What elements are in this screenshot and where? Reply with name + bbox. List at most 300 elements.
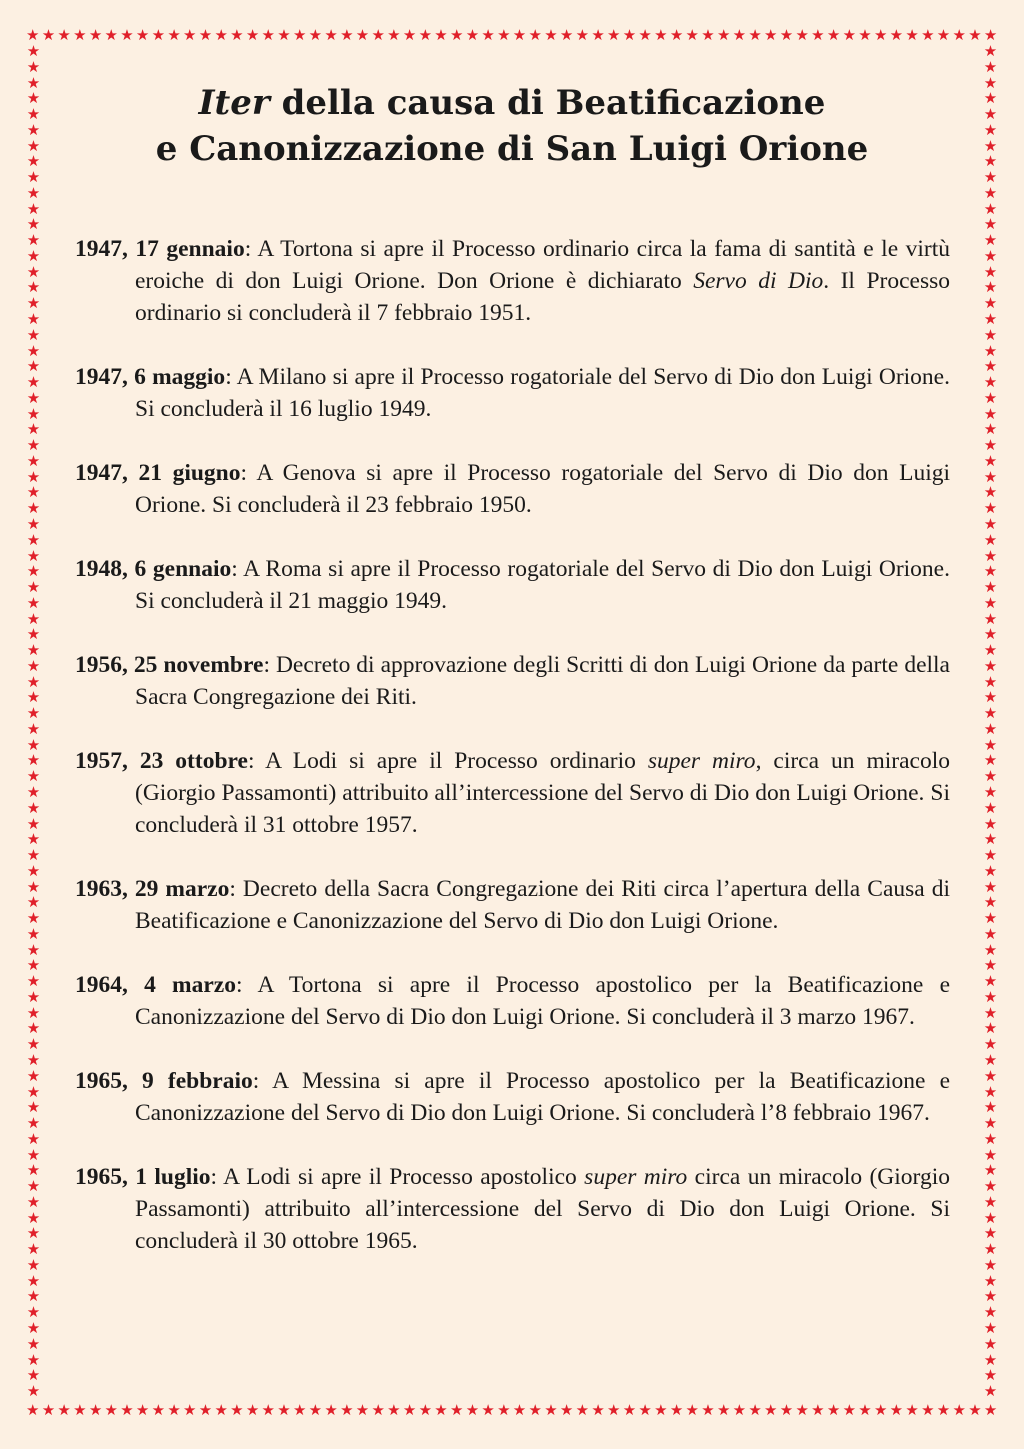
- star-icon: ★: [983, 861, 998, 880]
- star-icon: ★: [983, 546, 998, 565]
- star-icon: ★: [983, 483, 998, 502]
- star-icon: ★: [26, 1129, 41, 1148]
- star-icon: ★: [26, 1098, 41, 1117]
- star-icon: ★: [26, 57, 41, 76]
- star-icon: ★: [983, 120, 998, 139]
- star-icon: ★: [151, 26, 166, 44]
- star-icon: ★: [449, 1401, 464, 1419]
- star-icon: ★: [26, 767, 41, 786]
- star-icon: ★: [983, 420, 998, 439]
- star-icon: ★: [983, 1066, 998, 1085]
- timeline-entry: [75, 649, 950, 713]
- entry-text: : A Lodi si apre il Processo apostolico: [210, 1164, 585, 1190]
- star-icon: ★: [371, 26, 385, 44]
- star-icon: ★: [26, 1366, 41, 1385]
- star-icon: ★: [26, 593, 41, 612]
- star-icon: ★: [324, 26, 338, 44]
- star-icon: ★: [26, 641, 41, 660]
- star-icon: ★: [26, 1224, 41, 1243]
- star-icon: ★: [371, 1401, 385, 1419]
- star-icon: ★: [983, 1145, 998, 1164]
- star-icon: ★: [26, 546, 41, 565]
- star-icon: ★: [983, 530, 998, 549]
- star-icon: ★: [983, 278, 998, 297]
- star-icon: ★: [983, 1114, 998, 1133]
- star-icon: ★: [889, 1401, 904, 1419]
- star-icon: ★: [983, 42, 998, 60]
- star-icon: ★: [387, 26, 401, 44]
- star-icon: ★: [983, 672, 998, 691]
- star-border-top: [26, 28, 998, 43]
- star-icon: ★: [26, 1114, 41, 1133]
- star-icon: ★: [26, 1051, 41, 1069]
- star-icon: ★: [418, 1401, 433, 1419]
- star-icon: ★: [26, 1334, 41, 1353]
- star-icon: ★: [983, 1224, 998, 1243]
- entry-text: : A Roma si apre il Processo rogatoriale del Servo di Dio don Luigi Orione. Si concluderà il 21 maggio 1949.: [135, 556, 950, 614]
- star-icon: ★: [983, 735, 998, 754]
- star-icon: ★: [983, 924, 998, 943]
- star-icon: ★: [638, 1401, 652, 1419]
- star-icon: ★: [983, 451, 998, 470]
- star-icon: ★: [230, 1401, 244, 1419]
- star-icon: ★: [544, 26, 558, 44]
- star-icon: ★: [26, 499, 41, 518]
- timeline-entry: [75, 457, 950, 521]
- star-icon: ★: [418, 26, 433, 44]
- star-icon: ★: [983, 310, 998, 329]
- star-icon: ★: [26, 467, 41, 486]
- star-icon: ★: [449, 26, 464, 44]
- star-icon: ★: [324, 1401, 338, 1419]
- timeline-entry: [75, 1065, 950, 1129]
- star-icon: ★: [26, 1208, 41, 1227]
- title-line1-rest: della causa di Beatificazione: [269, 83, 826, 123]
- star-icon: ★: [26, 404, 41, 423]
- star-icon: ★: [669, 26, 684, 44]
- star-icon: ★: [983, 767, 998, 786]
- star-icon: ★: [26, 924, 41, 943]
- timeline-entry: [75, 233, 950, 329]
- star-icon: ★: [968, 1401, 982, 1419]
- star-icon: ★: [26, 1066, 41, 1085]
- star-icon: ★: [591, 26, 605, 44]
- star-icon: ★: [465, 26, 480, 44]
- star-icon: ★: [983, 719, 998, 738]
- star-icon: ★: [889, 26, 904, 44]
- star-icon: ★: [983, 1319, 998, 1338]
- star-icon: ★: [26, 972, 41, 991]
- star-icon: ★: [26, 625, 41, 644]
- star-icon: ★: [983, 798, 998, 817]
- star-icon: ★: [26, 1082, 41, 1101]
- star-icon: ★: [983, 940, 998, 959]
- star-icon: ★: [983, 656, 998, 675]
- star-icon: ★: [120, 1401, 134, 1419]
- star-icon: ★: [26, 1192, 41, 1211]
- timeline-entry: [75, 361, 950, 425]
- star-icon: ★: [481, 26, 495, 44]
- star-icon: ★: [26, 987, 41, 1006]
- star-icon: ★: [983, 1303, 998, 1322]
- star-icon: ★: [983, 987, 998, 1006]
- entry-italic: super miro: [584, 1164, 688, 1190]
- star-icon: ★: [340, 1401, 354, 1419]
- star-icon: ★: [858, 26, 872, 44]
- star-icon: ★: [983, 388, 998, 407]
- star-icon: ★: [716, 1401, 731, 1419]
- star-icon: ★: [26, 42, 41, 60]
- star-icon: ★: [26, 451, 41, 470]
- star-icon: ★: [983, 562, 998, 581]
- star-icon: ★: [26, 514, 41, 533]
- entry-text: : A Lodi si apre il Processo ordinario: [247, 748, 648, 774]
- star-icon: ★: [26, 183, 41, 202]
- star-icon: ★: [779, 26, 794, 44]
- star-icon: ★: [26, 341, 41, 360]
- star-icon: ★: [983, 57, 998, 76]
- entry-date: 1947, 17 gennaio: [75, 236, 245, 262]
- star-icon: ★: [26, 373, 41, 392]
- star-icon: ★: [544, 1401, 558, 1419]
- star-icon: ★: [308, 26, 323, 44]
- star-icon: ★: [779, 1401, 794, 1419]
- star-icon: ★: [983, 1350, 998, 1369]
- star-icon: ★: [983, 373, 998, 392]
- entry-italic: Servo di Dio: [693, 268, 824, 294]
- star-icon: ★: [26, 278, 41, 297]
- star-icon: ★: [26, 436, 41, 455]
- star-icon: ★: [983, 641, 998, 660]
- star-icon: ★: [355, 1401, 370, 1419]
- star-icon: ★: [402, 26, 417, 44]
- star-icon: ★: [512, 26, 527, 44]
- star-icon: ★: [983, 357, 998, 376]
- title-line2: e Canonizzazione di San Luigi Orione: [155, 129, 869, 169]
- star-icon: ★: [230, 26, 244, 44]
- page-title: [100, 80, 924, 172]
- star-icon: ★: [983, 1334, 998, 1353]
- star-icon: ★: [983, 846, 998, 865]
- star-icon: ★: [732, 1401, 747, 1419]
- star-icon: ★: [983, 1366, 998, 1385]
- star-icon: ★: [261, 26, 275, 44]
- star-icon: ★: [26, 1401, 40, 1419]
- star-icon: ★: [983, 246, 998, 265]
- star-icon: ★: [983, 704, 998, 723]
- star-icon: ★: [826, 1401, 841, 1419]
- star-icon: ★: [983, 1161, 998, 1180]
- entry-date: 1947, 21 giugno: [75, 460, 241, 486]
- star-icon: ★: [88, 1401, 103, 1419]
- star-icon: ★: [26, 672, 41, 691]
- timeline-entry: [75, 873, 950, 937]
- star-icon: ★: [983, 1192, 998, 1211]
- star-icon: ★: [340, 26, 354, 44]
- entry-date: 1957, 23 ottobre: [75, 748, 248, 774]
- star-icon: ★: [983, 593, 998, 612]
- star-icon: ★: [214, 26, 228, 44]
- star-icon: ★: [167, 1401, 181, 1419]
- star-icon: ★: [497, 1401, 511, 1419]
- star-icon: ★: [905, 26, 919, 44]
- star-icon: ★: [26, 310, 41, 329]
- star-icon: ★: [983, 1382, 998, 1401]
- timeline-entry: [75, 1161, 950, 1257]
- star-icon: ★: [764, 26, 778, 44]
- star-icon: ★: [465, 1401, 480, 1419]
- star-border-right: [983, 44, 998, 1400]
- star-icon: ★: [26, 357, 41, 376]
- star-icon: ★: [983, 183, 998, 202]
- star-icon: ★: [591, 1401, 605, 1419]
- star-border-left: [26, 44, 41, 1400]
- star-icon: ★: [795, 1401, 809, 1419]
- star-icon: ★: [607, 26, 621, 44]
- star-icon: ★: [983, 1129, 998, 1148]
- star-icon: ★: [701, 1401, 715, 1419]
- star-icon: ★: [73, 26, 87, 44]
- star-icon: ★: [983, 262, 998, 281]
- star-icon: ★: [183, 26, 197, 44]
- star-icon: ★: [983, 514, 998, 533]
- star-icon: ★: [983, 625, 998, 644]
- star-icon: ★: [167, 26, 181, 44]
- entry-date: 1965, 9 febbraio: [75, 1068, 253, 1094]
- star-icon: ★: [26, 1382, 41, 1401]
- star-icon: ★: [26, 782, 41, 801]
- star-icon: ★: [26, 325, 41, 344]
- entry-text-end: circa un miracolo (Giorgio Passamonti) attribuito all’intercessione del Servo di Dio don Luigi Orione. Si concluderà il 30 ottobre 1965.: [135, 1164, 950, 1254]
- star-icon: ★: [57, 1401, 71, 1419]
- star-icon: ★: [716, 26, 731, 44]
- star-icon: ★: [685, 1401, 699, 1419]
- star-icon: ★: [26, 246, 41, 265]
- star-icon: ★: [983, 877, 998, 896]
- entry-text: : A Tortona si apre il Processo ordinario circa la fama di santità e le virtù eroiche di don Luigi Orione. Don Orione è dichiarato: [135, 236, 950, 294]
- star-icon: ★: [983, 341, 998, 360]
- star-icon: ★: [277, 26, 291, 44]
- star-icon: ★: [748, 1401, 762, 1419]
- star-icon: ★: [26, 120, 41, 139]
- entry-text-end: . Il Processo ordinario si concluderà il 7 febbraio 1951.: [135, 268, 950, 326]
- star-icon: ★: [198, 1401, 213, 1419]
- star-icon: ★: [292, 26, 307, 44]
- entry-date: 1947, 6 maggio: [75, 364, 226, 390]
- star-icon: ★: [26, 1350, 41, 1369]
- star-icon: ★: [57, 26, 71, 44]
- entry-date: 1956, 25 novembre: [75, 652, 264, 678]
- star-icon: ★: [983, 1271, 998, 1290]
- star-icon: ★: [26, 1287, 41, 1306]
- star-icon: ★: [26, 940, 41, 959]
- star-icon: ★: [26, 152, 41, 171]
- star-icon: ★: [983, 751, 998, 770]
- star-icon: ★: [292, 1401, 307, 1419]
- star-icon: ★: [983, 73, 998, 92]
- star-icon: ★: [559, 26, 574, 44]
- timeline-entry: [75, 969, 950, 1033]
- star-icon: ★: [261, 1401, 275, 1419]
- star-icon: ★: [26, 562, 41, 581]
- star-icon: ★: [26, 861, 41, 880]
- star-icon: ★: [512, 1401, 527, 1419]
- star-icon: ★: [983, 105, 998, 124]
- star-icon: ★: [983, 499, 998, 518]
- star-icon: ★: [873, 1401, 888, 1419]
- star-icon: ★: [26, 388, 41, 407]
- star-icon: ★: [120, 26, 134, 44]
- star-icon: ★: [952, 1401, 966, 1419]
- star-icon: ★: [26, 262, 41, 281]
- star-border-bottom: [26, 1403, 998, 1418]
- star-icon: ★: [921, 1401, 935, 1419]
- star-icon: ★: [983, 956, 998, 975]
- star-icon: ★: [983, 467, 998, 486]
- star-icon: ★: [41, 26, 56, 44]
- star-icon: ★: [26, 483, 41, 502]
- star-icon: ★: [842, 26, 857, 44]
- star-icon: ★: [26, 105, 41, 124]
- star-icon: ★: [764, 1401, 778, 1419]
- star-icon: ★: [575, 1401, 590, 1419]
- star-icon: ★: [26, 136, 41, 155]
- star-icon: ★: [811, 1401, 825, 1419]
- star-icon: ★: [654, 1401, 668, 1419]
- star-icon: ★: [528, 1401, 542, 1419]
- star-icon: ★: [873, 26, 888, 44]
- star-icon: ★: [26, 168, 41, 187]
- entry-text: : Decreto di approvazione degli Scritti di don Luigi Orione da parte della Sacra Congregazione dei Riti.: [135, 652, 950, 710]
- star-icon: ★: [983, 199, 998, 218]
- star-icon: ★: [654, 26, 668, 44]
- star-icon: ★: [748, 26, 762, 44]
- entry-italic: super miro: [647, 748, 756, 774]
- star-icon: ★: [983, 782, 998, 801]
- star-icon: ★: [26, 893, 41, 912]
- star-icon: ★: [983, 1255, 998, 1274]
- star-icon: ★: [983, 294, 998, 313]
- star-icon: ★: [638, 26, 652, 44]
- star-icon: ★: [73, 1401, 87, 1419]
- star-icon: ★: [214, 1401, 228, 1419]
- star-icon: ★: [559, 1401, 574, 1419]
- star-icon: ★: [26, 73, 41, 92]
- star-icon: ★: [26, 1035, 41, 1054]
- entry-text: : A Milano si apre il Processo rogatoriale del Servo di Dio don Luigi Orione. Si concluderà il 16 luglio 1949.: [135, 364, 950, 422]
- star-icon: ★: [26, 215, 41, 234]
- star-icon: ★: [983, 1240, 998, 1259]
- star-icon: ★: [88, 26, 103, 44]
- star-icon: ★: [104, 26, 118, 44]
- star-icon: ★: [983, 26, 998, 44]
- entry-date: 1963, 29 marzo: [75, 876, 230, 902]
- star-icon: ★: [936, 26, 951, 44]
- entry-text-end: , circa un miracolo (Giorgio Passamonti) attribuito all’intercessione del Servo di Dio don Luigi Orione. Si concluderà il 31 ottobre 1957.: [135, 748, 951, 838]
- star-icon: ★: [26, 735, 41, 754]
- star-icon: ★: [135, 1401, 150, 1419]
- star-icon: ★: [983, 89, 998, 108]
- star-icon: ★: [26, 814, 41, 833]
- star-icon: ★: [983, 1177, 998, 1196]
- star-icon: ★: [983, 1082, 998, 1101]
- entry-text: : A Messina si apre il Processo apostolico per la Beatificazione e Canonizzazione del Servo di Dio don Luigi Orione. Si concluderà l’8 febbraio 1967.: [135, 1068, 951, 1126]
- entry-date: 1964, 4 marzo: [75, 972, 236, 998]
- star-icon: ★: [308, 1401, 323, 1419]
- star-icon: ★: [732, 26, 747, 44]
- entry-text: : A Genova si apre il Processo rogatoriale del Servo di Dio don Luigi Orione. Si concluderà il 23 febbraio 1950.: [135, 460, 950, 518]
- star-icon: ★: [26, 26, 40, 44]
- star-icon: ★: [983, 1035, 998, 1054]
- star-icon: ★: [983, 893, 998, 912]
- star-icon: ★: [497, 26, 511, 44]
- star-icon: ★: [481, 1401, 495, 1419]
- star-icon: ★: [26, 578, 41, 597]
- star-icon: ★: [983, 1051, 998, 1069]
- star-icon: ★: [685, 26, 699, 44]
- star-icon: ★: [387, 1401, 401, 1419]
- star-icon: ★: [26, 199, 41, 218]
- star-icon: ★: [622, 26, 637, 44]
- star-icon: ★: [858, 1401, 872, 1419]
- star-icon: ★: [983, 404, 998, 423]
- entry-date: 1965, 1 luglio: [75, 1164, 211, 1190]
- star-icon: ★: [575, 26, 590, 44]
- star-icon: ★: [826, 26, 841, 44]
- star-icon: ★: [26, 1271, 41, 1290]
- star-icon: ★: [26, 956, 41, 975]
- timeline-list: [75, 233, 950, 1289]
- star-icon: ★: [983, 231, 998, 250]
- star-icon: ★: [104, 1401, 118, 1419]
- star-icon: ★: [26, 420, 41, 439]
- star-icon: ★: [26, 877, 41, 896]
- star-icon: ★: [983, 436, 998, 455]
- star-icon: ★: [26, 231, 41, 250]
- star-icon: ★: [198, 26, 213, 44]
- title-italic-word: Iter: [198, 83, 270, 123]
- timeline-entry: [75, 553, 950, 617]
- star-icon: ★: [277, 1401, 291, 1419]
- star-icon: ★: [983, 1287, 998, 1306]
- star-icon: ★: [983, 609, 998, 628]
- star-icon: ★: [983, 1208, 998, 1227]
- star-icon: ★: [183, 1401, 197, 1419]
- star-icon: ★: [26, 751, 41, 770]
- star-icon: ★: [622, 1401, 637, 1419]
- star-icon: ★: [968, 26, 982, 44]
- star-icon: ★: [26, 846, 41, 865]
- star-icon: ★: [983, 215, 998, 234]
- star-icon: ★: [983, 909, 998, 928]
- entry-date: 1948, 6 gennaio: [75, 556, 232, 582]
- star-icon: ★: [26, 830, 41, 849]
- star-icon: ★: [921, 26, 935, 44]
- star-icon: ★: [983, 814, 998, 833]
- star-icon: ★: [983, 325, 998, 344]
- star-icon: ★: [701, 26, 715, 44]
- star-icon: ★: [26, 719, 41, 738]
- star-icon: ★: [26, 609, 41, 628]
- star-icon: ★: [26, 1255, 41, 1274]
- star-icon: ★: [811, 26, 825, 44]
- star-icon: ★: [669, 1401, 684, 1419]
- star-icon: ★: [26, 294, 41, 313]
- star-icon: ★: [842, 1401, 857, 1419]
- entry-text: : Decreto della Sacra Congregazione dei Riti circa l’apertura della Causa di Beatificazione e Canonizzazione del Servo di Dio don Luigi Orione.: [135, 876, 951, 934]
- timeline-entry: [75, 745, 950, 841]
- star-icon: ★: [905, 1401, 919, 1419]
